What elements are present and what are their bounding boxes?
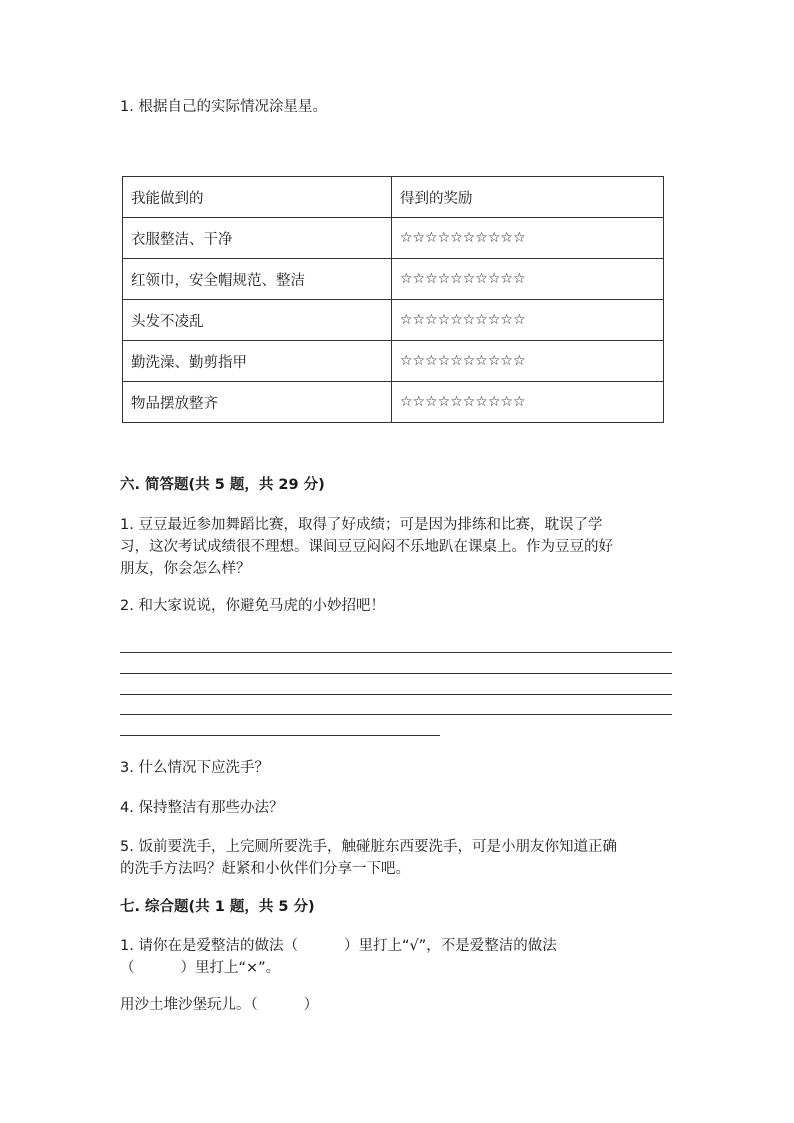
section-6-question-1	[120, 514, 680, 580]
answer-line[interactable]	[120, 652, 672, 653]
table-cell-item: 勤洗澡、勤剪指甲	[123, 341, 392, 382]
question-text: ）里打上“√”，不是爱整洁的做法	[343, 938, 557, 954]
answer-line[interactable]	[120, 735, 440, 736]
answer-line[interactable]	[120, 714, 672, 715]
section-6-question-2: 2. 和大家说说，你避免马虎的小妙招吧！	[120, 598, 385, 614]
section-6-question-3: 3. 什么情况下应洗手？	[120, 760, 269, 776]
question-text: （	[120, 960, 135, 976]
section-6-heading: 六. 简答题(共 5 题，共 29 分)	[120, 477, 325, 493]
table-row	[123, 341, 664, 382]
section-7-item-1	[120, 994, 318, 1016]
section-6-question-5	[120, 836, 680, 880]
table-row	[123, 259, 664, 300]
answer-line[interactable]	[120, 694, 672, 695]
question-line: 的洗手方法吗？赶紧和小伙伴们分享一下吧。	[120, 861, 410, 877]
question-line: 5. 饭前要洗手，上完厕所要洗手，触碰脏东西要洗手，可是小朋友你知道正确	[120, 839, 617, 855]
question-text: 1. 请你在是爱整洁的做法（	[120, 938, 298, 954]
item-text: 用沙土堆沙堡玩儿。（	[120, 997, 258, 1013]
star-rating[interactable]: ☆☆☆☆☆☆☆☆☆☆	[392, 382, 664, 423]
question-1-prompt: 1. 根据自己的实际情况涂星星。	[120, 99, 327, 115]
table-header-row	[123, 177, 664, 218]
section-6-question-4: 4. 保持整洁有那些办法？	[120, 800, 284, 816]
question-text: ）里打上“×”。	[180, 960, 281, 976]
section-7-question-1	[120, 935, 680, 979]
table-cell-item: 红领巾，安全帽规范、整洁	[123, 259, 392, 300]
section-7-heading: 七. 综合题(共 1 题，共 5 分)	[120, 899, 315, 915]
star-rating[interactable]: ☆☆☆☆☆☆☆☆☆☆	[392, 259, 664, 300]
table-row	[123, 218, 664, 259]
question-line: 习，这次考试成绩很不理想。课间豆豆闷闷不乐地趴在课桌上。作为豆豆的好	[120, 539, 613, 555]
table-cell-item: 物品摆放整齐	[123, 382, 392, 423]
question-line: 朋友，你会怎么样？	[120, 561, 251, 577]
star-rating[interactable]: ☆☆☆☆☆☆☆☆☆☆	[392, 300, 664, 341]
reward-table	[122, 176, 664, 423]
table-header-cell: 我能做到的	[123, 177, 392, 218]
table-cell-item: 衣服整洁、干净	[123, 218, 392, 259]
question-line: 1. 豆豆最近参加舞蹈比赛，取得了好成绩；可是因为排练和比赛，耽误了学	[120, 517, 603, 533]
table-cell-item: 头发不凌乱	[123, 300, 392, 341]
star-rating[interactable]: ☆☆☆☆☆☆☆☆☆☆	[392, 341, 664, 382]
question-line	[120, 957, 680, 979]
question-line	[120, 935, 680, 957]
star-rating[interactable]: ☆☆☆☆☆☆☆☆☆☆	[392, 218, 664, 259]
item-text: ）	[303, 997, 319, 1013]
answer-line[interactable]	[120, 673, 672, 674]
table-row	[123, 382, 664, 423]
table-row	[123, 300, 664, 341]
table-header-cell: 得到的奖励	[392, 177, 664, 218]
